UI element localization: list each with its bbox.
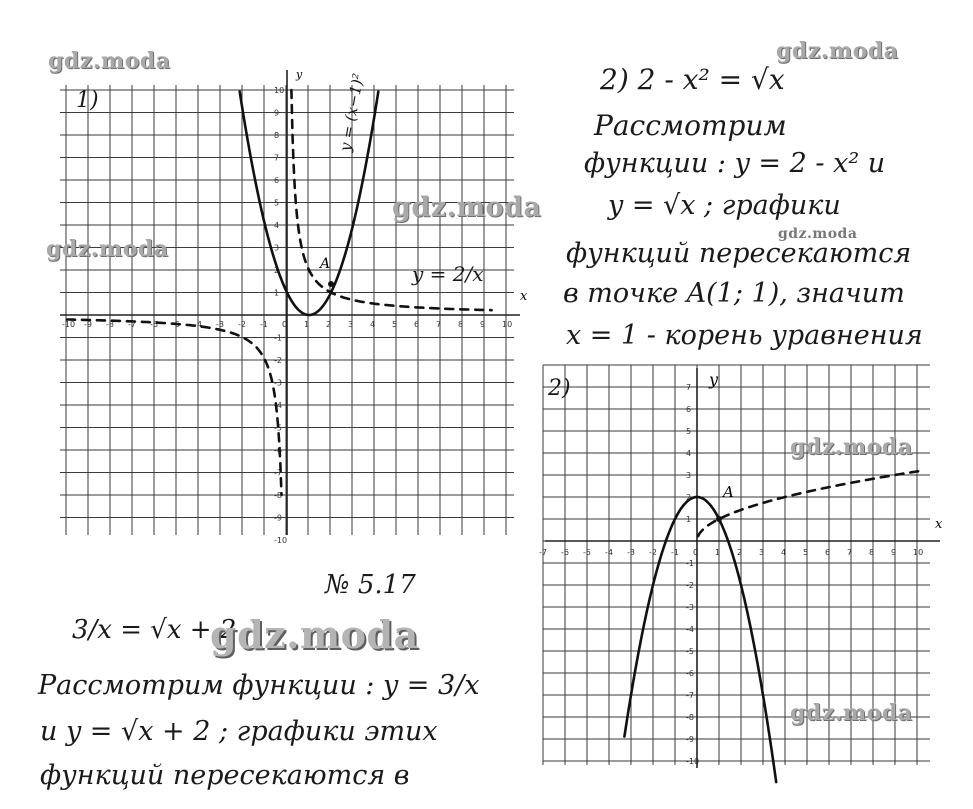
y-tick-label: 2: [686, 493, 692, 502]
x-tick-label: 4: [370, 320, 376, 329]
x-tick-label: -3: [627, 548, 635, 557]
x-tick-label: -4: [605, 548, 613, 557]
bottom-text-line-1: Рассмотрим функции : y = 3/x: [38, 670, 480, 701]
y-tick-label: 8: [274, 131, 280, 140]
y-tick-label: -3: [686, 603, 694, 612]
graph-1-number-label: 1): [76, 88, 99, 113]
y-tick-label: -3: [274, 378, 282, 388]
right-text-line-3: функции : y = 2 - x² и: [584, 148, 886, 179]
x-tick-label: 7: [436, 320, 442, 329]
graph-2-x-arrow-label: x: [935, 517, 943, 532]
y-tick-label: -8: [274, 491, 282, 500]
y-tick-label: -7: [274, 468, 282, 478]
right-text-line-6: в точке A(1; 1), значит: [563, 278, 905, 309]
x-tick-label: -2: [238, 320, 246, 329]
watermark-bottom-center: gdz.moda: [210, 612, 419, 657]
right-text-line-2: Рассмотрим: [594, 109, 787, 142]
watermark-top-left: gdz.moda: [48, 48, 171, 74]
bottom-text-line-2: и y = √x + 2 ; графики этих: [40, 716, 438, 747]
x-tick-label: 7: [847, 548, 853, 557]
y-tick-label: 6: [686, 405, 692, 414]
y-tick-label: 4: [274, 221, 280, 230]
y-tick-label: 7: [274, 153, 280, 163]
y-tick-label: 3: [274, 243, 280, 253]
y-tick-label: -6: [274, 446, 282, 455]
x-tick-label: -2: [649, 548, 657, 557]
watermark-top-right: gdz.moda: [776, 38, 899, 64]
graph-1-point-a-label: A: [320, 256, 331, 272]
y-tick-label: 2: [274, 266, 280, 275]
x-tick-label: 9: [480, 320, 486, 329]
x-tick-label: 3: [348, 320, 354, 329]
graph-1-hyperbola-label: y = 2/x: [412, 262, 484, 286]
x-tick-label: -8: [106, 320, 114, 329]
x-tick-label: -5: [172, 320, 180, 329]
y-tick-label: 4: [686, 449, 692, 458]
watermark-left-middle: gdz.moda: [46, 236, 169, 262]
graph-1-point-a-marker: [328, 281, 334, 287]
bottom-text-line-3: функций пересекаются в: [40, 760, 410, 791]
y-tick-label: -6: [686, 669, 694, 678]
graph-1-x-arrow-label: x: [520, 289, 528, 304]
graph-1: [60, 68, 528, 545]
x-tick-label: 5: [392, 320, 398, 329]
y-tick-label: -2: [274, 356, 282, 365]
x-tick-label: -1: [260, 320, 268, 329]
x-tick-label: -7: [128, 320, 136, 329]
y-tick-label: 5: [274, 198, 280, 208]
y-tick-label: 9: [274, 108, 280, 118]
y-tick-label: -1: [686, 559, 694, 568]
x-tick-label: 9: [891, 548, 897, 557]
x-tick-label: 6: [825, 548, 831, 557]
watermark-center: gdz.moda: [392, 192, 542, 223]
y-tick-label: -2: [686, 581, 694, 590]
graph-1-parabola-label: y = (x−1)²: [336, 71, 368, 153]
graph-2-sqrt-curve: [698, 471, 918, 536]
x-tick-label: -4: [194, 320, 202, 329]
graph-2-number-label: 2): [548, 376, 571, 401]
x-tick-label: 6: [414, 320, 420, 329]
x-tick-label: 0: [282, 320, 288, 329]
y-tick-label: -8: [686, 713, 694, 722]
x-tick-label: 1: [304, 320, 310, 329]
y-tick-label: -5: [274, 423, 282, 433]
x-tick-label: 3: [759, 548, 765, 557]
y-tick-label: -7: [686, 691, 694, 700]
x-tick-label: 2: [326, 320, 332, 329]
y-tick-label: -1: [274, 333, 282, 343]
graph-1-y-arrow-label: y: [296, 68, 303, 81]
x-tick-label: 4: [781, 548, 787, 557]
exercise-number: № 5.17: [325, 570, 416, 600]
y-tick-label: 5: [686, 427, 692, 436]
x-tick-label: 0: [693, 548, 699, 557]
watermark-graph-2-lower: gdz.moda: [790, 700, 913, 726]
x-tick-label: -1: [671, 548, 679, 557]
graph-1-hyperbola-branch-negative: [67, 320, 282, 496]
graph-2-point-a-label: A: [723, 483, 734, 501]
y-tick-label: 3: [686, 471, 692, 480]
graph-2-point-a-marker: [716, 516, 722, 522]
x-tick-label: 10: [913, 548, 924, 557]
x-tick-label: -9: [84, 320, 92, 329]
y-tick-label: -5: [686, 647, 694, 656]
exercise-equation: 3/x = √x + 2: [72, 615, 237, 645]
x-tick-label: -6: [150, 320, 158, 329]
x-tick-label: 5: [803, 548, 809, 557]
y-tick-label: -10: [686, 757, 700, 766]
x-tick-label: -6: [561, 548, 569, 557]
y-tick-label: 10: [274, 86, 285, 95]
y-tick-label: 7: [686, 383, 692, 392]
graph-2-y-arrow-label: y: [709, 370, 719, 389]
x-tick-label: 1: [715, 548, 721, 557]
right-text-line-4: y = √x ; графики: [608, 190, 841, 221]
x-tick-label: -7: [539, 548, 547, 557]
y-tick-label: -10: [274, 536, 288, 545]
right-text-line-1: 2) 2 - x² = √x: [600, 63, 785, 96]
y-tick-label: -4: [686, 625, 694, 634]
right-text-line-5: функций пересекаются: [566, 238, 912, 269]
y-tick-label: 1: [686, 515, 692, 524]
x-tick-label: 10: [502, 320, 513, 329]
y-tick-label: -9: [686, 735, 694, 744]
x-tick-label: 2: [737, 548, 743, 557]
watermark-center-small: gdz.moda: [778, 226, 858, 242]
x-tick-label: -3: [216, 320, 224, 329]
y-tick-label: 1: [274, 288, 280, 298]
x-tick-label: 8: [869, 548, 875, 557]
x-tick-label: -10: [62, 320, 76, 329]
y-tick-label: 6: [274, 176, 280, 185]
y-tick-label: -4: [274, 401, 282, 410]
x-tick-label: 8: [458, 320, 464, 329]
right-text-line-7: x = 1 - корень уравнения: [566, 320, 923, 351]
y-tick-label: -9: [274, 513, 282, 523]
x-tick-label: -5: [583, 548, 591, 557]
watermark-graph-2-upper: gdz.moda: [790, 434, 913, 460]
